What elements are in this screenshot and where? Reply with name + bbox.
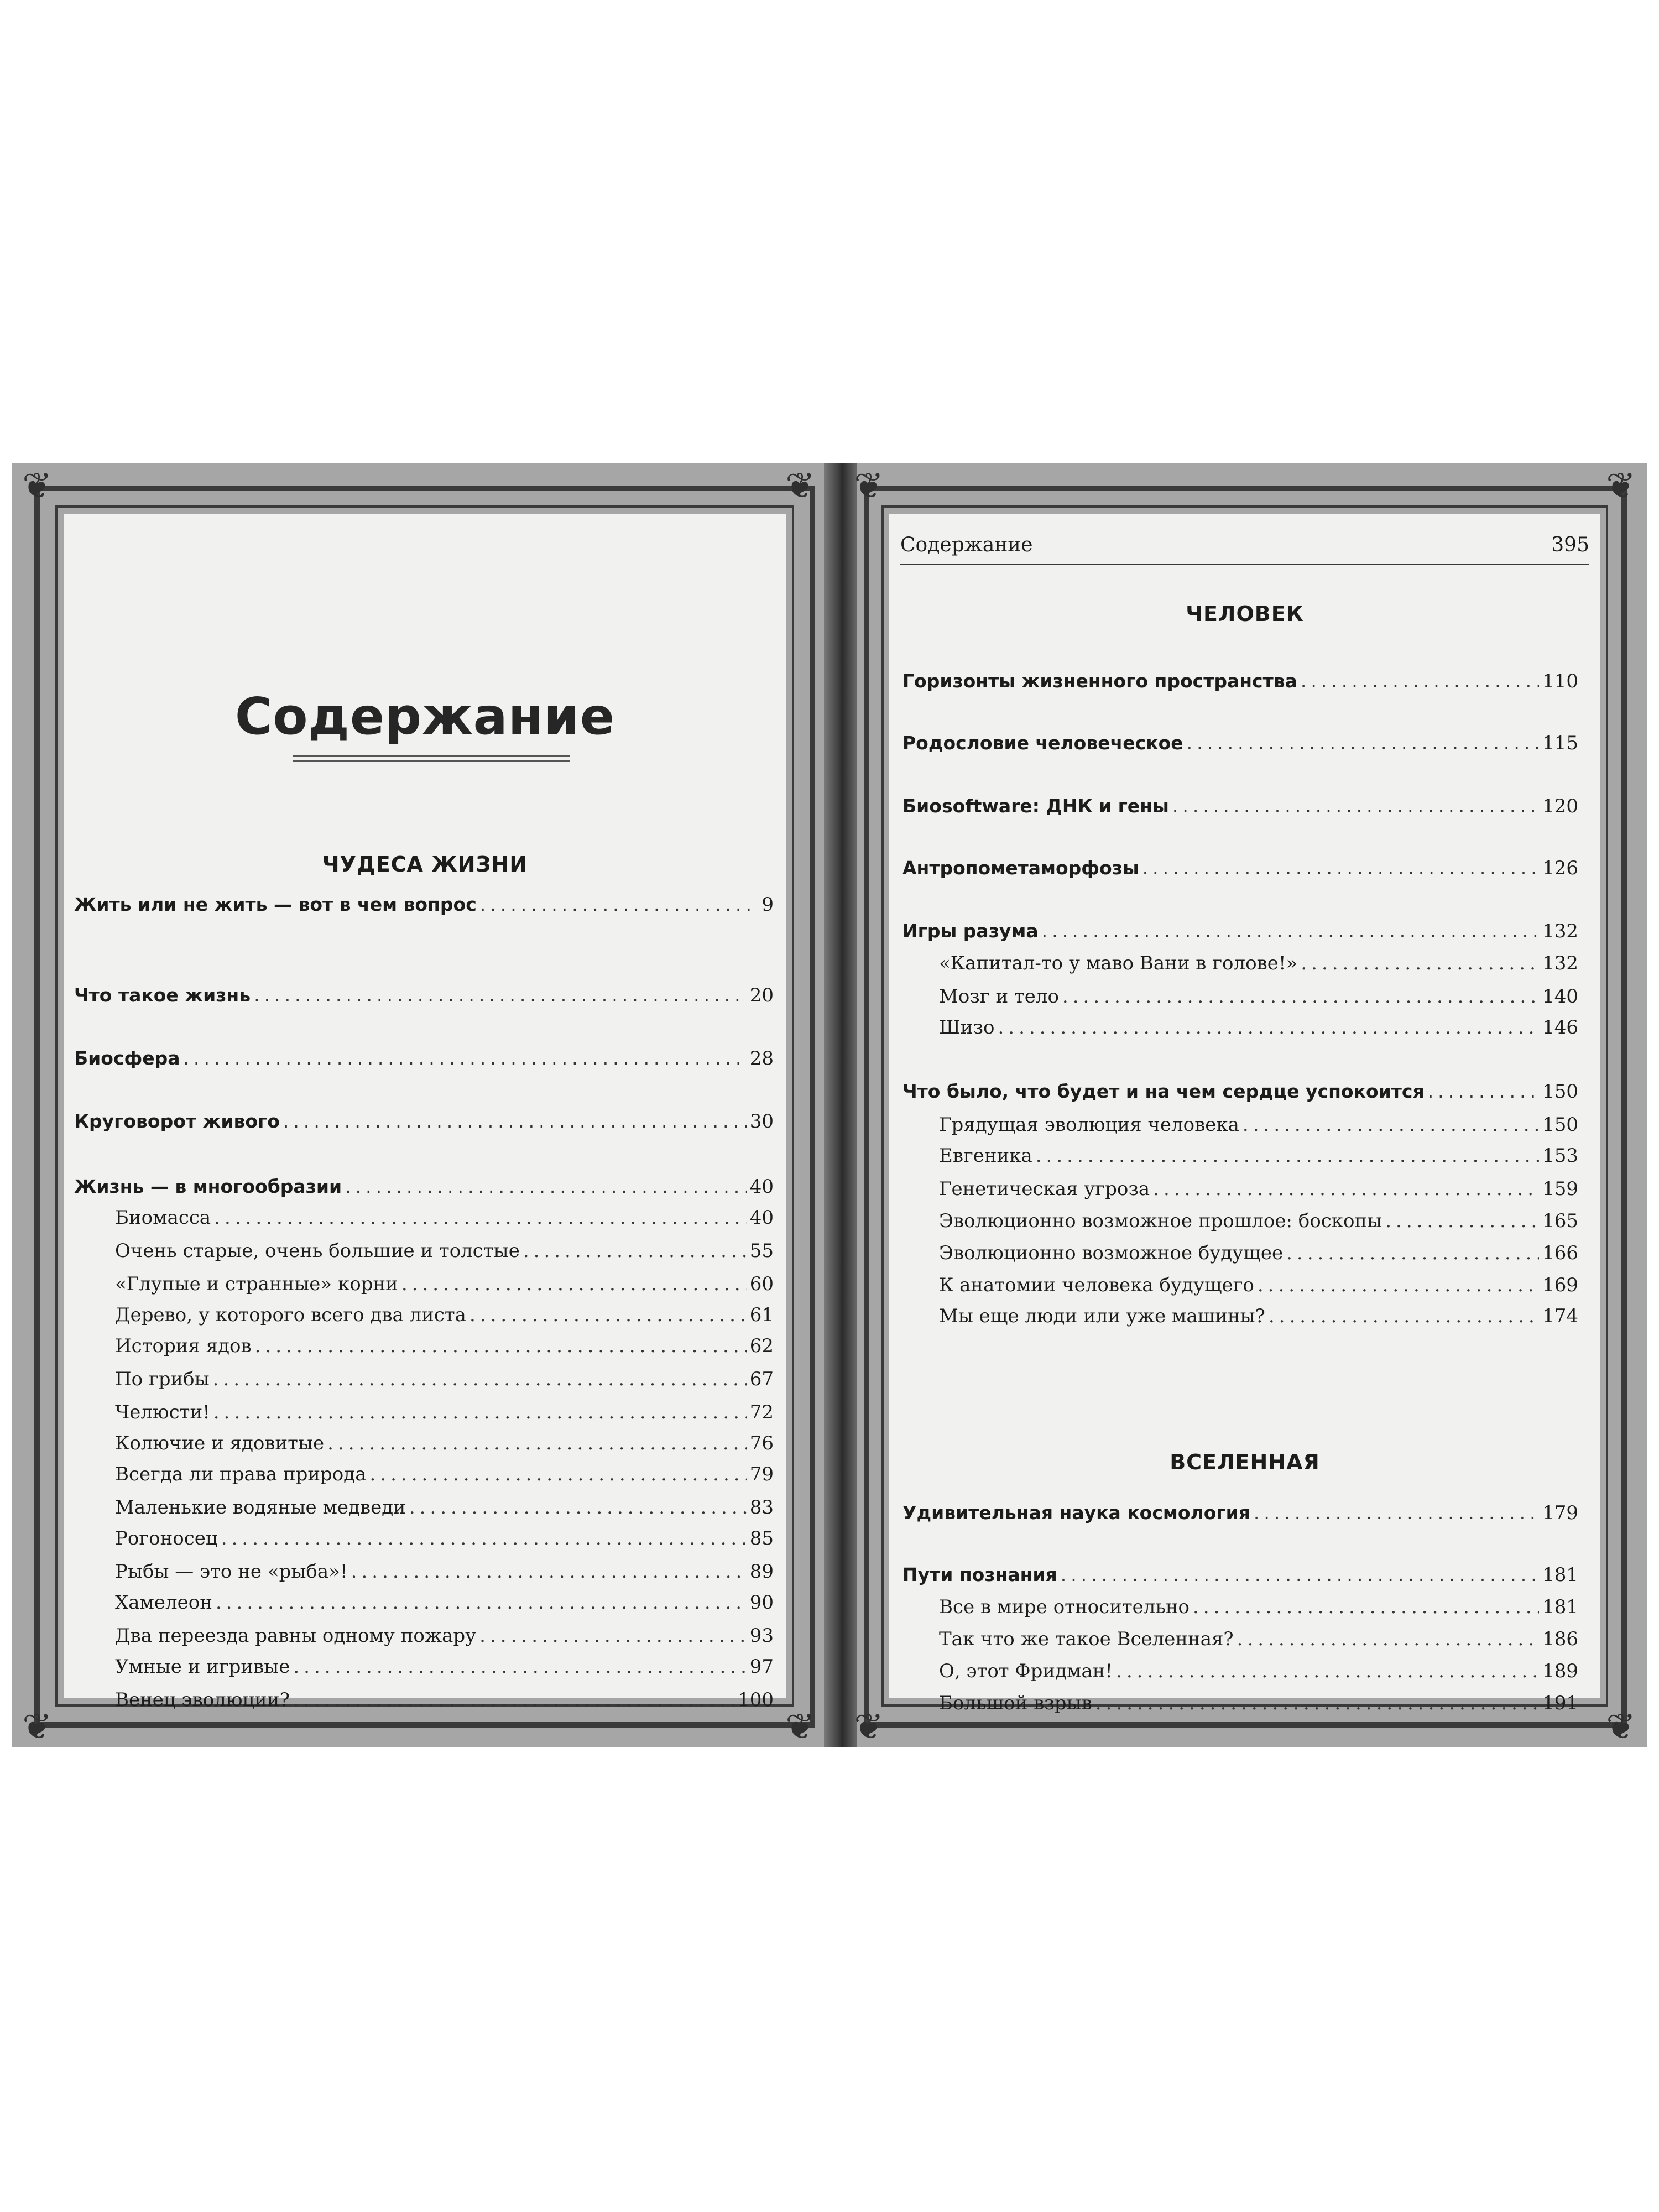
toc-entry-label: Маленькие водяные медведи (115, 1496, 406, 1519)
toc-entry-page-number: 9 (761, 894, 774, 916)
dot-leader (1153, 1176, 1539, 1202)
toc-entry-page-number: 40 (749, 1176, 774, 1198)
toc-entry-label: Эволюционно возможное прошлое: боскопы (939, 1210, 1383, 1232)
section-heading: ЧУДЕСА ЖИЗНИ (322, 852, 528, 877)
toc-entry-label: Мы еще люди или уже машины? (939, 1305, 1265, 1327)
table-of-contents-right (889, 514, 1600, 1714)
dot-leader (479, 1623, 747, 1649)
dot-leader (255, 1333, 747, 1359)
toc-entry-page-number: 181 (1542, 1564, 1578, 1586)
toc-entry-page-number: 165 (1542, 1210, 1578, 1232)
toc-entry-page-number: 76 (749, 1432, 774, 1454)
corner-ornament-icon: ❦ (785, 1707, 815, 1747)
toc-entry-label: Два переезда равны одному пожару (115, 1625, 477, 1647)
toc-entry-page-number: 186 (1542, 1628, 1578, 1650)
toc-entry (902, 793, 1578, 820)
toc-entry-label: Рыбы — это не «рыба»! (115, 1561, 348, 1583)
dot-leader (1172, 793, 1539, 820)
toc-entry (902, 1562, 1578, 1588)
table-of-contents-left (64, 514, 786, 1711)
dot-leader (1061, 1562, 1539, 1588)
dot-leader (401, 1271, 747, 1297)
toc-entry (74, 1045, 774, 1072)
toc-entry (74, 1173, 774, 1200)
toc-entry-label: Биомасса (115, 1207, 211, 1229)
toc-entry-label: Рогоносец (115, 1527, 218, 1550)
dot-leader (254, 982, 747, 1009)
toc-entry (74, 982, 774, 1009)
left-page (12, 463, 824, 1747)
toc-entry (939, 1176, 1578, 1202)
left-page-sheet (64, 514, 786, 1711)
toc-entry-page-number: 110 (1542, 670, 1578, 692)
toc-entry (939, 950, 1578, 977)
corner-ornament-icon: ❦ (22, 466, 52, 507)
corner-ornament-icon: ❦ (1606, 1707, 1636, 1747)
toc-entry-label: Умные и игривые (115, 1656, 290, 1678)
dot-leader (1385, 1208, 1539, 1234)
toc-entry (74, 891, 774, 918)
dot-leader (1254, 1500, 1539, 1526)
toc-entry-label: Дерево, у которого всего два листа (115, 1304, 466, 1326)
toc-entry-page-number: 150 (1542, 1114, 1578, 1136)
toc-entry-page-number: 159 (1542, 1178, 1578, 1200)
toc-entry-label: По грибы (115, 1368, 210, 1390)
toc-entry-label: Очень старые, очень большие и толстые (115, 1240, 520, 1262)
dot-leader (523, 1238, 747, 1264)
dot-leader (1269, 1303, 1539, 1329)
dot-leader (1193, 1594, 1539, 1620)
toc-entry-label: История ядов (115, 1335, 252, 1357)
toc-entry (115, 1302, 774, 1328)
dot-leader (1116, 1658, 1539, 1684)
toc-entry-page-number: 60 (749, 1273, 774, 1295)
toc-entry-page-number: 40 (749, 1207, 774, 1229)
toc-entry-label: «Капитал-то у мaво Вани в голове!» (939, 952, 1298, 974)
dot-leader (1095, 1690, 1539, 1717)
toc-entry-page-number: 85 (749, 1527, 774, 1550)
toc-entry (115, 1204, 774, 1231)
toc-entry (902, 918, 1578, 945)
toc-entry-page-number: 79 (749, 1463, 774, 1485)
toc-entry-page-number: 89 (749, 1561, 774, 1583)
toc-entry-page-number: 55 (749, 1240, 774, 1262)
toc-entry-label: Что такое жизнь (74, 984, 251, 1006)
dot-leader (184, 1045, 747, 1072)
toc-entry (115, 1494, 774, 1521)
corner-ornament-icon: ❦ (1606, 466, 1636, 507)
toc-entry-label: Грядущая эволюция человека (939, 1114, 1239, 1136)
toc-entry-page-number: 67 (749, 1368, 774, 1390)
toc-entry-page-number: 30 (749, 1110, 774, 1133)
dot-leader (327, 1430, 747, 1457)
dot-leader (1286, 1240, 1539, 1266)
toc-entry-label: Так что же такое Вселенная? (939, 1628, 1234, 1650)
toc-entry (939, 1658, 1578, 1684)
toc-entry-page-number: 150 (1542, 1081, 1578, 1103)
dot-leader (469, 1302, 747, 1328)
dot-leader (1187, 730, 1539, 757)
toc-entry-page-number: 20 (749, 984, 774, 1006)
toc-entry (939, 1272, 1578, 1298)
toc-entry (115, 1430, 774, 1457)
toc-entry-label: Биосфера (74, 1047, 180, 1069)
toc-entry (939, 1208, 1578, 1234)
toc-entry (115, 1366, 774, 1392)
toc-entry-page-number: 132 (1542, 920, 1578, 942)
dot-leader (293, 1687, 734, 1713)
toc-entry-page-number: 126 (1542, 857, 1578, 879)
toc-entry-page-number: 166 (1542, 1242, 1578, 1264)
toc-entry (939, 1014, 1578, 1041)
toc-entry-label: Эволюционно возможное будущее (939, 1242, 1284, 1264)
toc-entry-page-number: 191 (1542, 1692, 1578, 1714)
dot-leader (214, 1204, 747, 1231)
dot-leader (221, 1525, 747, 1552)
toc-entry (115, 1333, 774, 1359)
toc-entry-page-number: 189 (1542, 1660, 1578, 1682)
toc-entry-page-number: 181 (1542, 1596, 1578, 1618)
dot-leader (213, 1399, 747, 1426)
toc-entry-label: Что было, что будет и на чем сердце успокоится (902, 1081, 1425, 1102)
dot-leader (213, 1366, 747, 1392)
toc-entry-page-number: 62 (749, 1335, 774, 1357)
toc-entry-label: Генетическая угроза (939, 1178, 1150, 1200)
dot-leader (369, 1461, 746, 1488)
toc-entry-label: Антропометаморфозы (902, 857, 1139, 879)
corner-ornament-icon: ❦ (785, 466, 815, 507)
dot-leader (351, 1558, 747, 1585)
toc-entry (115, 1653, 774, 1680)
toc-entry (939, 1112, 1578, 1138)
dot-leader (998, 1014, 1539, 1041)
dot-leader (1062, 983, 1539, 1010)
toc-entry-label: К анатомии человека будущего (939, 1274, 1254, 1296)
toc-entry (939, 1142, 1578, 1169)
toc-entry (115, 1589, 774, 1616)
toc-entry (939, 1303, 1578, 1329)
toc-entry (115, 1558, 774, 1585)
toc-entry-label: Горизонты жизненного пространства (902, 670, 1297, 692)
toc-entry-page-number: 100 (738, 1689, 774, 1711)
toc-entry-label: Шизо (939, 1016, 995, 1039)
toc-entry-page-number: 61 (749, 1304, 774, 1326)
right-page-sheet (889, 514, 1600, 1714)
dot-leader (1036, 1142, 1539, 1169)
toc-entry-label: Игры разума (902, 920, 1039, 942)
toc-entry-label: Биоsoftware: ДНК и гены (902, 795, 1169, 817)
page-title: Содержание (234, 687, 615, 746)
toc-entry-label: Мозг и тело (939, 985, 1059, 1008)
toc-entry (115, 1623, 774, 1649)
toc-entry (902, 668, 1578, 695)
right-page (854, 463, 1647, 1747)
dot-leader (1142, 855, 1539, 881)
toc-entry-label: Удивительная наука космология (902, 1502, 1250, 1524)
toc-entry-page-number: 174 (1542, 1305, 1578, 1327)
toc-entry (115, 1461, 774, 1488)
toc-entry-label: Жить или не жить — вот в чем вопрос (74, 894, 477, 915)
dot-leader (216, 1589, 747, 1616)
dot-leader (1301, 668, 1539, 695)
toc-entry-label: Все в мире относительно (939, 1596, 1190, 1618)
running-head-title: Содержание (900, 534, 1033, 556)
toc-entry-label: Жизнь — в многообразии (74, 1176, 342, 1197)
toc-entry-page-number: 72 (749, 1401, 774, 1423)
dot-leader (345, 1173, 747, 1200)
toc-entry-label: Челюсти! (115, 1401, 210, 1423)
toc-entry (939, 1690, 1578, 1717)
toc-entry (74, 1108, 774, 1135)
toc-entry (115, 1687, 774, 1713)
toc-entry-page-number: 169 (1542, 1274, 1578, 1296)
toc-entry (115, 1271, 774, 1297)
toc-entry-page-number: 153 (1542, 1145, 1578, 1167)
toc-entry (902, 1078, 1578, 1105)
dot-leader (1243, 1112, 1539, 1138)
toc-entry-page-number: 120 (1542, 795, 1578, 817)
toc-entry-label: Большой взрыв (939, 1692, 1092, 1714)
dot-leader (1301, 950, 1539, 977)
toc-entry-label: Пути познания (902, 1564, 1057, 1585)
toc-entry-label: Круговорот живого (74, 1110, 280, 1132)
toc-entry-page-number: 90 (749, 1592, 774, 1614)
toc-entry (939, 1626, 1578, 1652)
toc-entry-page-number: 140 (1542, 985, 1578, 1008)
toc-entry (115, 1525, 774, 1552)
toc-entry-label: О, этот Фридман! (939, 1660, 1113, 1682)
toc-entry-page-number: 146 (1542, 1016, 1578, 1039)
dot-leader (1428, 1078, 1539, 1105)
toc-entry-page-number: 132 (1542, 952, 1578, 974)
toc-entry-page-number: 179 (1542, 1502, 1578, 1524)
toc-entry-page-number: 28 (749, 1047, 774, 1070)
toc-entry-label: Евгеника (939, 1145, 1032, 1167)
section-heading: ВСЕЛЕННАЯ (1170, 1450, 1320, 1474)
toc-entry (902, 1500, 1578, 1526)
toc-entry (115, 1238, 774, 1264)
toc-entry-label: Всегда ли права природа (115, 1463, 367, 1485)
corner-ornament-icon: ❦ (854, 1707, 884, 1747)
dot-leader (480, 891, 759, 918)
toc-entry-label: Хамелеон (115, 1592, 212, 1614)
toc-entry (902, 730, 1578, 757)
toc-entry (939, 1240, 1578, 1266)
toc-entry (902, 855, 1578, 881)
toc-entry (939, 1594, 1578, 1620)
toc-entry-page-number: 83 (749, 1496, 774, 1519)
dot-leader (293, 1653, 746, 1680)
toc-entry-page-number: 97 (749, 1656, 774, 1678)
page-number: 395 (1551, 534, 1589, 556)
dot-leader (409, 1494, 747, 1521)
dot-leader (1258, 1272, 1539, 1298)
corner-ornament-icon: ❦ (22, 1707, 52, 1747)
toc-entry-label: Колючие и ядовитые (115, 1432, 325, 1454)
dot-leader (1237, 1626, 1539, 1652)
toc-entry-label: Венец эволюции? (115, 1689, 290, 1711)
section-heading: ЧЕЛОВЕК (1186, 602, 1304, 626)
book-spread (12, 463, 1647, 1747)
dot-leader (283, 1108, 747, 1135)
toc-entry-page-number: 93 (749, 1625, 774, 1647)
toc-entry-page-number: 115 (1542, 732, 1578, 754)
dot-leader (1042, 918, 1539, 945)
toc-entry-label: Родословие человеческое (902, 732, 1183, 754)
toc-entry (939, 983, 1578, 1010)
corner-ornament-icon: ❦ (854, 466, 884, 507)
toc-entry (115, 1399, 774, 1426)
book-gutter (824, 463, 857, 1747)
toc-entry-label: «Глупые и странные» корни (115, 1273, 398, 1295)
